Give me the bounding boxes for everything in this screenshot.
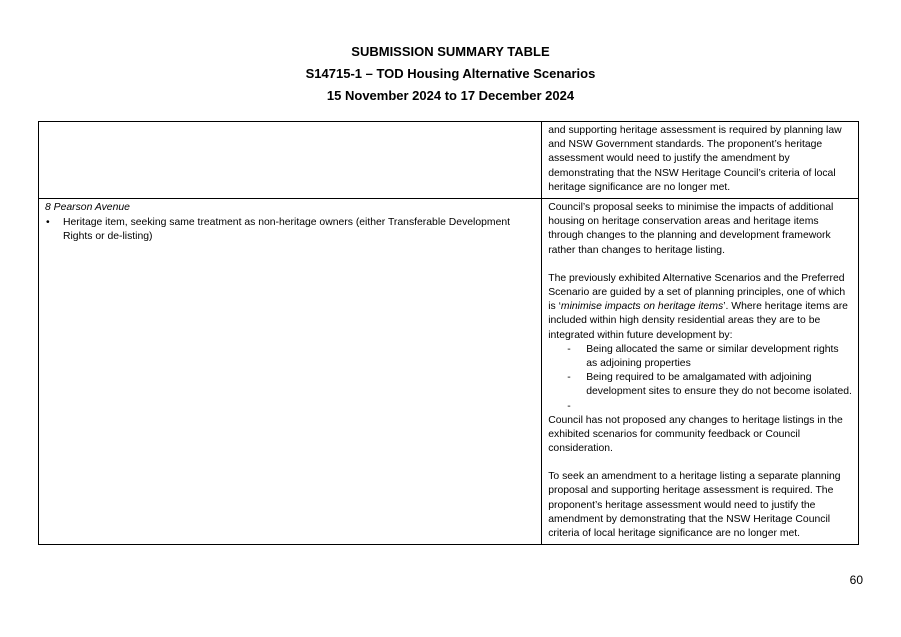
list-item	[567, 400, 852, 414]
response-paragraph: and supporting heritage assessment is required by planning law and NSW Government standards. The proponent’s heritage assessment would need to justify the amendment by demonstrating that the NSW Heritage Council’s criteria of local heritage significance are no longer met.	[548, 125, 842, 193]
response-paragraph: Council’s proposal seeks to minimise the impacts of additional housing on heritage conservation areas and heritage items through changes to the planning and development framework rather than changes to heritage listing.	[548, 202, 834, 256]
page-number: 60	[849, 573, 863, 587]
submission-cell	[39, 199, 542, 545]
table-row	[39, 122, 859, 199]
response-emphasis: minimise impacts on heritage items	[560, 301, 724, 313]
submission-cell	[39, 122, 542, 199]
response-cell	[542, 199, 859, 545]
response-text: ’. Where heritage items are included within high density residential areas they are to be integrated within future development by:	[548, 301, 848, 341]
list-item-text: Being required to be amalgamated with adjoining development sites to ensure they do not become isolated.	[586, 372, 852, 398]
bullet-icon: •	[46, 217, 50, 229]
response-paragraph	[548, 272, 852, 343]
dash-icon: -	[567, 343, 571, 355]
dash-icon: -	[567, 400, 571, 412]
response-paragraph: To seek an amendment to a heritage listing a separate planning proposal and supporting heritage assessment is required. The proponent’s heritage assessment would need to justify the amendment by demonstrating that the NSW Heritage Council criteria of local heritage significance are no longer met.	[548, 471, 841, 540]
response-cell	[542, 122, 859, 199]
list-item	[45, 216, 535, 244]
document-subtitle: S14715-1 – TOD Housing Alternative Scenarios	[305, 66, 596, 81]
response-text: The previously exhibited Alternative Scenarios and the Preferred Scenario are guided by a set of planning principles, one of which is ‘	[548, 272, 846, 313]
submission-summary-table	[38, 121, 859, 545]
response-paragraph: Council has not proposed any changes to heritage listings in the exhibited scenarios for community feedback or Council consideration.	[548, 414, 843, 455]
integration-measures-list	[548, 343, 852, 414]
submission-points-list	[45, 216, 535, 244]
submission-point-text: Heritage item, seeking same treatment as non-heritage owners (either Transferable Development Rights or de-listing)	[63, 217, 511, 243]
document-title: SUBMISSION SUMMARY TABLE	[351, 44, 550, 59]
document-date-range: 15 November 2024 to 17 December 2024	[326, 88, 575, 103]
list-item-text: Being allocated the same or similar development rights as adjoining properties	[586, 343, 839, 370]
list-item	[567, 343, 852, 371]
dash-icon: -	[567, 372, 571, 384]
table-row	[39, 199, 859, 545]
list-item	[567, 371, 852, 399]
submission-address: 8 Pearson Avenue	[45, 202, 130, 214]
